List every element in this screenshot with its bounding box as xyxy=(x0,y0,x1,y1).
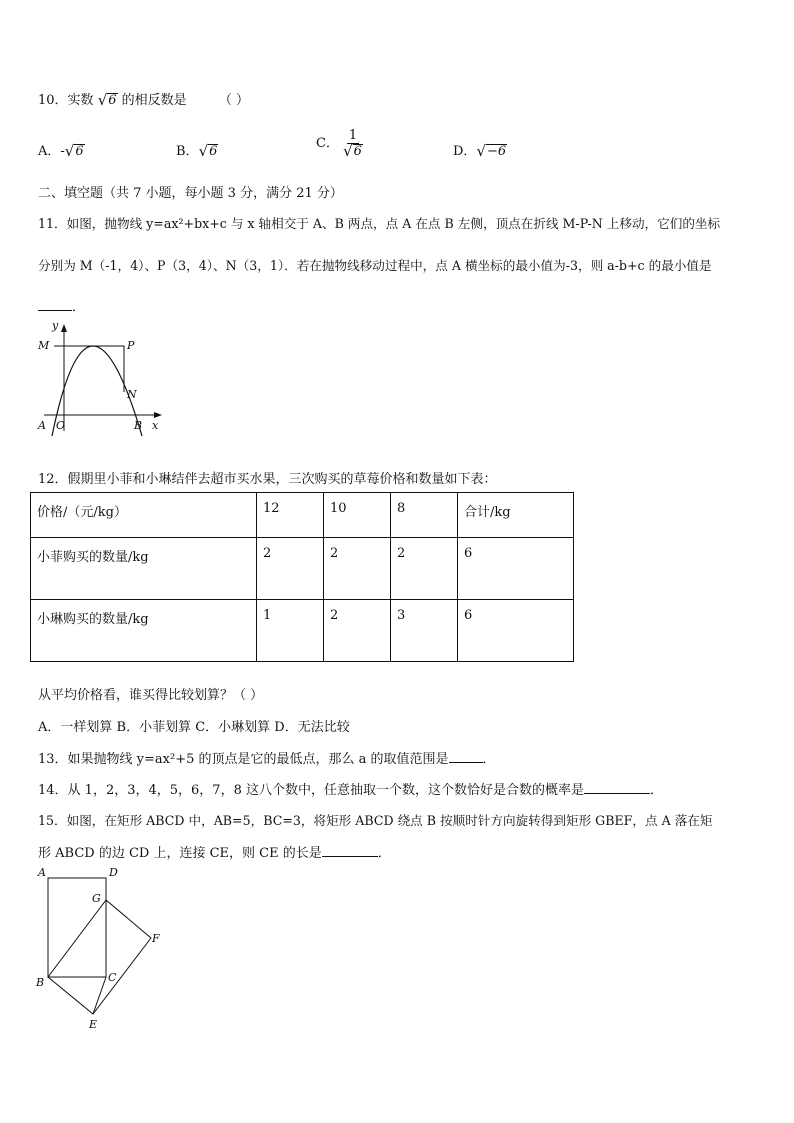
answer-paren: （ ） xyxy=(218,93,249,108)
q10-suffix: 的相反数是 xyxy=(121,93,187,108)
label-y: y xyxy=(52,319,59,332)
answer-blank xyxy=(322,844,378,857)
q11-figure xyxy=(34,318,166,436)
y-axis-arrow xyxy=(61,324,67,332)
table-cell: 2 xyxy=(324,538,391,600)
segment-ce xyxy=(93,977,106,1014)
x-axis-arrow xyxy=(154,412,162,418)
answer-blank xyxy=(449,750,483,763)
q15-figure xyxy=(34,864,164,1032)
table-cell: 6 xyxy=(458,538,574,600)
sqrt-expression: √ 6 xyxy=(64,142,84,160)
label-d: D xyxy=(109,866,118,879)
label-a: A xyxy=(38,866,46,879)
table-row xyxy=(31,600,574,662)
q15-line1: 15．如图，在矩形 ABCD 中，AB=5，BC=3，将矩形 ABCD 绕点 B 按顺时针方向旋转得到矩形 GBEF，点 A 落在矩 xyxy=(38,813,713,828)
q15-line2: 形 ABCD 的边 CD 上，连接 CE，则 CE 的长是 ． xyxy=(38,846,391,861)
label-b: B xyxy=(36,976,45,989)
label-m: M xyxy=(38,339,50,352)
table-cell: 小琳购买的数量/kg xyxy=(31,600,257,662)
label-x: x xyxy=(152,419,159,432)
table-cell: 8 xyxy=(391,493,458,538)
q13-text: 13．如果抛物线 y=ax²+5 的顶点是它的最低点，那么 a 的取值范围是 ． xyxy=(38,752,496,767)
q10-option-d: D． √ −6 xyxy=(453,142,507,160)
q14-text: 14．从 1，2，3，4，5，6，7，8 这八个数中，任意抽取一个数，这个数恰好是合数的概率是 ． xyxy=(38,783,663,798)
q11-line2: 分别为 M（-1，4）、P（3，4）、N（3，1）．若在抛物线移动过程中，点 A 横坐标的最小值为-3，则 a-b+c 的最小值是 xyxy=(38,258,712,273)
label-o: O xyxy=(56,419,66,432)
table-row xyxy=(31,493,574,538)
table-cell: 12 xyxy=(257,493,324,538)
table-cell: 2 xyxy=(257,538,324,600)
answer-blank xyxy=(584,781,650,794)
label-a: A xyxy=(38,419,46,432)
sqrt-expression: √ 6 xyxy=(97,91,117,109)
table-cell: 1 xyxy=(257,600,324,662)
label-c: C xyxy=(108,971,117,984)
label-p: P xyxy=(127,339,135,352)
fraction: 1 √ 6 xyxy=(343,128,362,160)
table-cell: 10 xyxy=(324,493,391,538)
q10-prefix: 10．实数 xyxy=(38,93,94,108)
table-cell: 2 xyxy=(324,600,391,662)
answer-blank xyxy=(38,298,72,311)
price-table xyxy=(30,492,574,662)
table-cell: 6 xyxy=(458,600,574,662)
label-e: E xyxy=(89,1018,98,1031)
label-f: F xyxy=(152,932,160,945)
table-cell: 2 xyxy=(391,538,458,600)
q10-option-a: A．- √ 6 xyxy=(38,142,84,160)
q10-stem xyxy=(38,89,249,108)
sqrt-expression: √ −6 xyxy=(476,142,507,160)
table-cell: 合计/kg xyxy=(458,493,574,538)
q12-stem: 12．假期里小菲和小琳结伴去超市买水果，三次购买的草莓价格和数量如下表： xyxy=(38,472,497,487)
section-title: 二、填空题（共 7 小题，每小题 3 分，满分 21 分） xyxy=(38,186,343,201)
q10-option-b: B． √ 6 xyxy=(176,142,218,160)
label-g: G xyxy=(92,892,101,905)
label-n: N xyxy=(127,388,137,401)
q12-question: 从平均价格看，谁买得比较划算？（ ） xyxy=(38,688,264,703)
q11-blank-line: ． xyxy=(38,296,85,315)
q10-option-c: C． 1 √ 6 xyxy=(316,128,362,160)
table-cell: 小菲购买的数量/kg xyxy=(31,538,257,600)
table-row xyxy=(31,538,574,600)
sqrt-expression: √ 6 xyxy=(198,142,218,160)
q12-options: A．一样划算 B．小菲划算 C．小琳划算 D．无法比较 xyxy=(38,720,350,735)
q11-line1: 11．如图，抛物线 y=ax²+bx+c 与 x 轴相交于 A、B 两点，点 A 在点 B 左侧，顶点在折线 M-P-N 上移动，它们的坐标 xyxy=(38,216,721,231)
table-cell: 3 xyxy=(391,600,458,662)
label-b: B xyxy=(134,419,143,432)
table-cell: 价格/（元/kg） xyxy=(31,493,257,538)
